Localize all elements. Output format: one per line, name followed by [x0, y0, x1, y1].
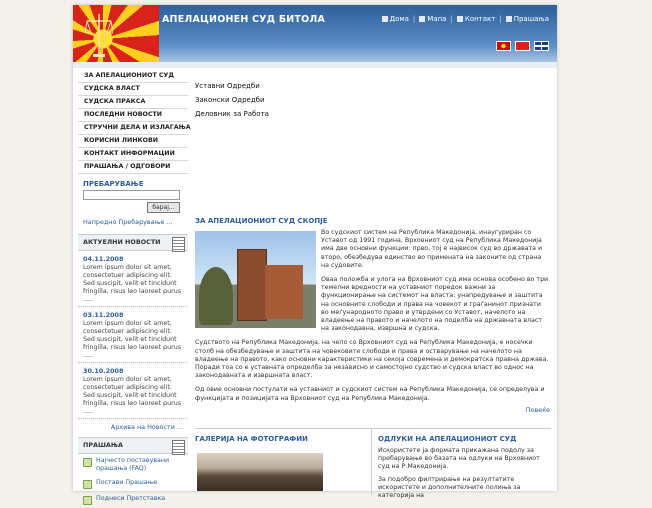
nav-separator: | — [499, 15, 502, 23]
news-text: Lorem ipsum dolor sit amet, consectetuer adipiscing elit. Sed suscipit, velit et tincidunt fringilla, risus leo laoreet purus ..... — [83, 264, 182, 303]
search-label: ПРЕБАРУВАЊЕ — [83, 180, 144, 188]
header — [73, 5, 557, 62]
about-paragraph: Оваа положба и улога на Врховниот суд има основа особено во три темелни вредности на уставниот поредок важни за функционирање на системот на власта: унапредување и заштита на основните слободи и права на човекот и граѓанинот признати во меѓународното право и утврдени со Уставот, начелото на владеење на правото и начелото на поделба на државната власт на законодавна, извршна и судска. — [321, 276, 549, 333]
document-link[interactable]: Уставни Одредби — [195, 82, 260, 90]
search-button[interactable]: барај... — [147, 202, 180, 213]
nav-separator: | — [450, 15, 453, 23]
menu-item-contact[interactable]: КОНТАКТ ИНФОРМАЦИИ — [78, 148, 188, 161]
news-text: Lorem ipsum dolor sit amet, consectetuer adipiscing elit. Sed suscipit, velit et tincidunt fringilla, risus leo laoreet purus ..... — [83, 320, 182, 359]
header-divider — [73, 62, 557, 68]
questions-box-header — [78, 438, 188, 454]
document-link[interactable]: Законски Одредби — [195, 96, 265, 104]
question-icon — [83, 480, 92, 489]
language-selector — [496, 41, 549, 51]
questions-box — [78, 437, 188, 508]
document-icon — [172, 440, 185, 455]
advanced-search-link[interactable]: Напредно Пребарување ... — [83, 218, 173, 226]
document-link[interactable]: Деловник за Работа — [195, 110, 269, 118]
document-icon — [172, 237, 185, 252]
menu-item-papers[interactable]: СТРУЧНИ ДЕЛА И ИЗЛАГАЊА — [78, 122, 188, 135]
question-link-faq[interactable] — [78, 454, 188, 476]
al-flag-icon[interactable] — [515, 41, 530, 51]
menu-item-about[interactable]: ЗА АПЕЛАЦИОНИОТ СУД — [78, 70, 188, 83]
sitemap-icon — [419, 16, 425, 22]
building-wing — [265, 265, 303, 319]
news-box — [78, 234, 188, 435]
nav-home[interactable] — [382, 15, 409, 23]
news-item[interactable] — [78, 307, 188, 363]
nav-home-label: Дома — [389, 15, 409, 23]
question-icon — [83, 496, 92, 505]
question-link-label: Поднеси Претставка — [96, 495, 166, 502]
main-menu — [78, 70, 191, 174]
home-icon — [382, 16, 388, 22]
question-link-ask[interactable] — [78, 476, 188, 492]
nav-separator: | — [412, 15, 416, 23]
sidebar — [78, 70, 191, 508]
search-box — [78, 180, 188, 226]
tree-shape — [199, 267, 233, 325]
mail-icon — [457, 16, 463, 22]
question-link-petition[interactable] — [78, 492, 188, 508]
documents-list — [195, 79, 551, 121]
site-title: АПЕЛАЦИОНЕН СУД БИТОЛА — [162, 14, 326, 25]
macedonian-flag-emblem — [73, 5, 159, 62]
news-date: 03.11.2008 — [83, 311, 124, 319]
menu-item-faq[interactable]: ПРАШАЊА / ОДГОВОРИ — [78, 161, 188, 174]
nav-sitemap[interactable] — [419, 15, 446, 23]
about-title: ЗА АПЕЛАЦИОНИОТ СУД СКОПЈЕ — [195, 217, 328, 225]
news-date: 30.10.2008 — [83, 367, 124, 375]
main-content — [195, 70, 551, 500]
about-paragraph: Судството на Република Македонија, на чело со Врховниот суд на Република Македонија, е носечки столб на обезбедување и заштита на човековите слободи и права и остварување на начелото на владеење на правото, како основни карактеристики на секоја современа и демократска правна држава. Поради тоа со е уставната определба за независно и самостојно судство и судска власт во однос на законодавната и извршната власт. — [195, 339, 549, 380]
menu-item-case-law[interactable]: СУДСКА ПРАКСА — [78, 96, 188, 109]
gallery-title: ГАЛЕРИЈА НА ФОТОГРАФИИ — [195, 435, 308, 443]
question-icon — [506, 16, 512, 22]
news-archive-link[interactable]: Архива на Новости ... — [110, 423, 183, 431]
about-section — [195, 217, 550, 414]
search-input[interactable] — [83, 190, 180, 200]
news-item[interactable] — [78, 251, 188, 307]
en-flag-icon[interactable] — [534, 41, 549, 51]
about-paragraph: Во судскиот систем на Република Македонија, инаугуриран со Уставот од 1991 година, Врховниот суд на Република Македонија има две основни функции: прво, тој е највисок суд во државата и второ, обезбедува единство во примената на законите од страна на судовите. — [321, 229, 543, 269]
court-building-photo — [195, 231, 316, 328]
nav-questions-label: Прашања — [513, 15, 549, 23]
nav-sitemap-label: Мапа — [427, 15, 447, 23]
page-container — [73, 5, 557, 502]
news-text: Lorem ipsum dolor sit amet, consectetuer adipiscing elit. Sed suscipit, velit et tincidunt fringilla, risus leo laoreet purus ..... — [83, 376, 182, 415]
question-link-label: Постави Прашање — [96, 479, 158, 486]
decisions-paragraph: Искористете ја формата прикажана подолу за пребарување во базата на одлуки на Врховниот суд на Р.Македонија. — [378, 447, 540, 471]
decisions-paragraph: За подобро филтрирање на резултатите искористете и дополнителните полиња за категорија на — [378, 475, 521, 500]
news-box-title: АКТУЕЛНИ НОВОСТИ — [83, 238, 161, 246]
about-paragraph: Од овие основни постулати на уставниот и судскиот систем на Република Македонија, се определува и функцијата и позицијата на Врховниот суд на Република Македонија. — [195, 386, 545, 402]
mk-flag-icon[interactable] — [496, 41, 511, 51]
bottom-sections — [195, 428, 551, 500]
nav-contact[interactable] — [457, 15, 496, 23]
question-link-label: Најчесто поставувани прашања (FAQ) — [96, 457, 170, 472]
menu-item-links[interactable]: КОРИСНИ ЛИНКОВИ — [78, 135, 188, 148]
news-box-header — [78, 235, 188, 251]
top-navigation — [382, 15, 549, 23]
nav-contact-label: Контакт — [464, 15, 496, 23]
news-item[interactable] — [78, 363, 188, 419]
question-icon — [83, 458, 92, 467]
decisions-section — [378, 429, 551, 500]
menu-item-judicial-power[interactable]: СУДСКА ВЛАСТ — [78, 83, 188, 96]
nav-questions[interactable] — [506, 15, 549, 23]
news-date: 04.11.2008 — [83, 255, 124, 263]
decisions-title: ОДЛУКИ НА АПЕЛАЦИОНИОТ СУД — [378, 435, 517, 443]
gallery-section — [195, 429, 372, 495]
questions-box-title: ПРАШАЊА — [83, 441, 123, 449]
menu-item-latest-news[interactable]: ПОСЛЕДНИ НОВОСТИ — [78, 109, 188, 122]
gallery-photo[interactable] — [197, 453, 323, 491]
more-link[interactable]: Повеќе — [525, 405, 550, 414]
building-tower — [237, 249, 267, 321]
scales-of-justice-icon — [85, 11, 113, 59]
